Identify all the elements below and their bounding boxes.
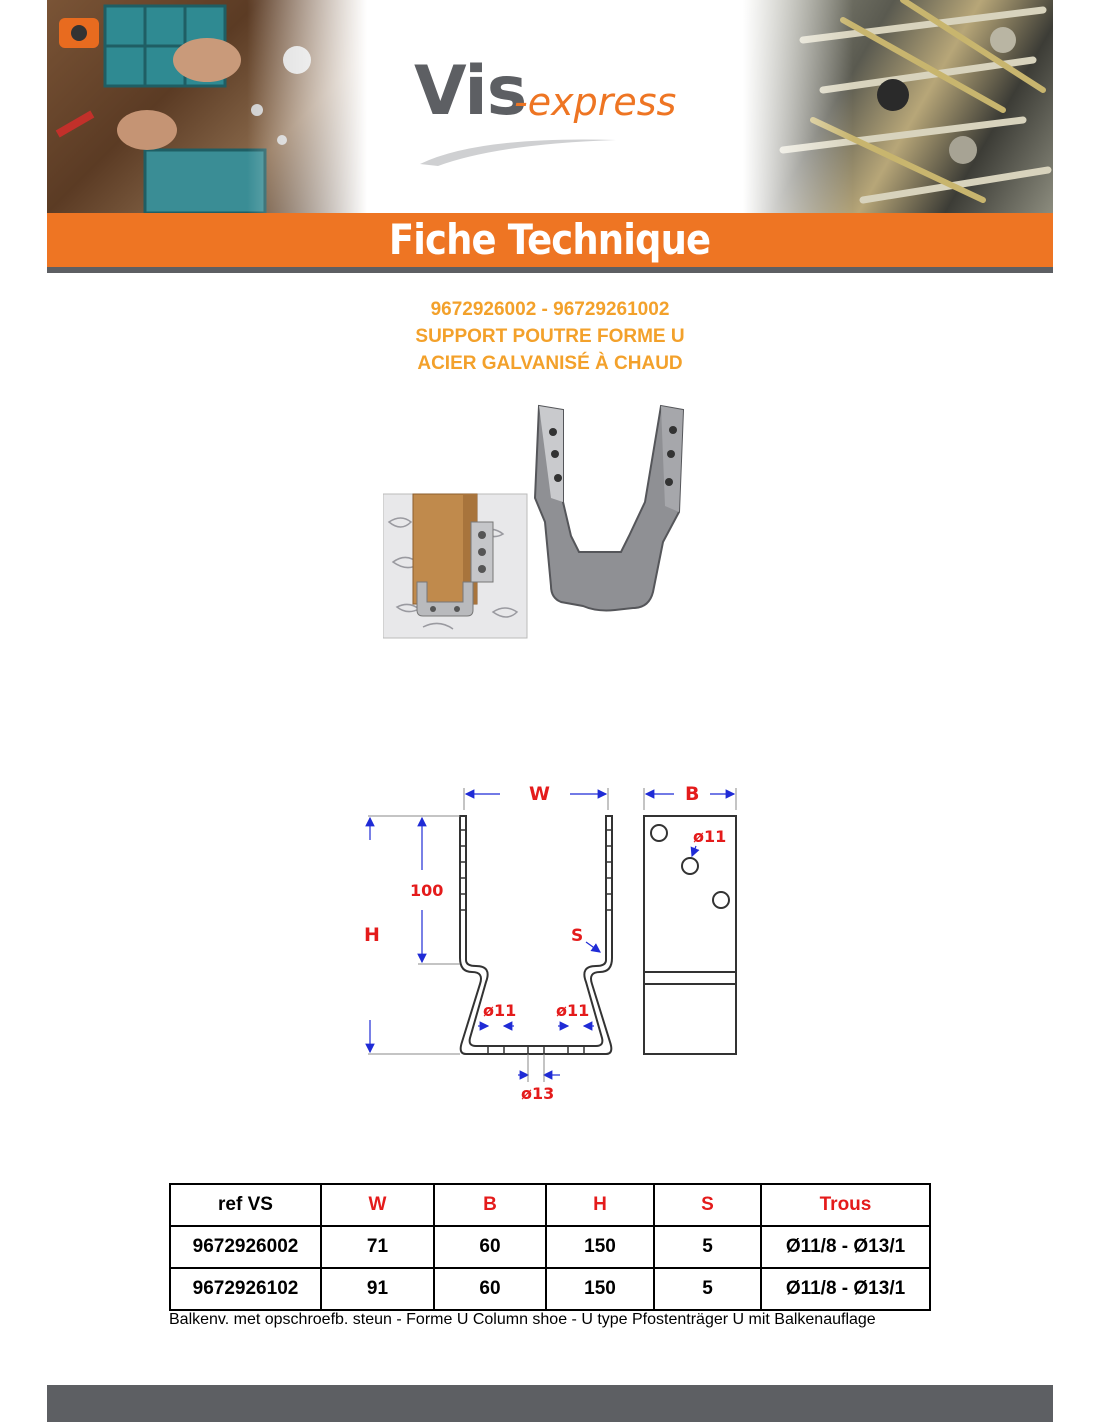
dim-label-hole-right: ø11 xyxy=(556,1001,590,1020)
dim-label-h: H xyxy=(364,924,380,946)
table-row xyxy=(170,1226,930,1268)
col-header-w: W xyxy=(321,1184,434,1226)
product-references: 9672926002 - 96729261002 xyxy=(430,299,670,320)
logo-express-text: -express xyxy=(514,80,677,124)
dim-label-hole-bottom: ø13 xyxy=(521,1084,555,1103)
spec-table xyxy=(169,1183,931,1311)
screws-photo xyxy=(743,0,1053,213)
dim-label-b: B xyxy=(685,783,700,805)
col-header-ref: ref VS xyxy=(170,1184,321,1226)
vis-express-logo xyxy=(410,52,700,172)
col-header-s: S xyxy=(654,1184,761,1226)
dim-label-w: W xyxy=(529,783,550,805)
table-caption: Balkenv. met opschroefb. steun - Forme U Column shoe - U type Pfostenträger U mit Balkenauflage xyxy=(169,1311,876,1328)
cell-ref: 9672926002 xyxy=(170,1226,321,1268)
installed-view-illustration xyxy=(383,494,527,638)
page-header xyxy=(47,0,1053,213)
col-header-b: B xyxy=(434,1184,546,1226)
cell-b: 60 xyxy=(434,1268,546,1310)
cell-s: 5 xyxy=(654,1268,761,1310)
col-header-trous: Trous xyxy=(761,1184,930,1226)
product-material: ACIER GALVANISÉ À CHAUD xyxy=(417,353,683,374)
dim-label-100: 100 xyxy=(410,881,444,900)
title-banner xyxy=(47,213,1053,267)
dim-label-s: S xyxy=(571,926,584,946)
cell-ref: 9672926102 xyxy=(170,1268,321,1310)
logo-swoosh-icon xyxy=(418,134,618,168)
cell-h: 150 xyxy=(546,1226,654,1268)
tools-photo xyxy=(47,0,367,213)
dim-label-hole-side: ø11 xyxy=(693,827,727,846)
logo-vis-text: Vis xyxy=(414,52,527,131)
footer-bar xyxy=(47,1385,1053,1422)
table-header-row xyxy=(170,1184,930,1226)
cell-h: 150 xyxy=(546,1268,654,1310)
cell-s: 5 xyxy=(654,1226,761,1268)
screws-photo-art xyxy=(743,0,1053,213)
banner-divider xyxy=(47,267,1053,273)
cell-trous: Ø11/8 - Ø13/1 xyxy=(761,1268,930,1310)
col-header-h: H xyxy=(546,1184,654,1226)
table-row xyxy=(170,1268,930,1310)
cell-trous: Ø11/8 - Ø13/1 xyxy=(761,1226,930,1268)
cell-w: 91 xyxy=(321,1268,434,1310)
side-view-outline xyxy=(644,816,736,1054)
product-title xyxy=(0,296,1100,377)
banner-title: Fiche Technique xyxy=(389,215,711,264)
tools-photo-art xyxy=(47,0,367,213)
product-photo xyxy=(383,402,713,642)
u-bracket-illustration xyxy=(535,406,683,611)
dim-label-hole-left: ø11 xyxy=(483,1001,517,1020)
cell-w: 71 xyxy=(321,1226,434,1268)
technical-drawing xyxy=(360,780,760,1110)
product-name: SUPPORT POUTRE FORME U xyxy=(415,326,685,347)
cell-b: 60 xyxy=(434,1226,546,1268)
